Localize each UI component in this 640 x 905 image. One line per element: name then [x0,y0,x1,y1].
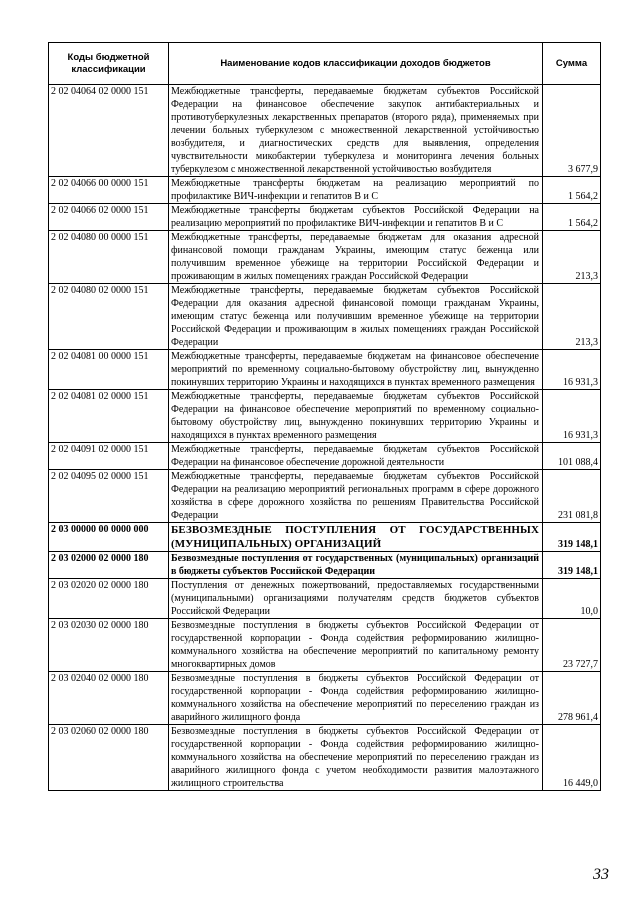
code-cell: 2 02 04064 02 0000 151 [49,85,169,177]
code-cell: 2 02 04080 00 0000 151 [49,231,169,284]
table-row [49,523,601,552]
name-cell: Межбюджетные трансферты, передаваемые бюджетам субъектов Российской Федерации на финансовое обеспечение мероприятий по временному социально-бытовому обустройству лиц, вынужденно покинувших территорию Украины и находящихся в пунктах временного размещения [169,390,543,443]
name-cell: Межбюджетные трансферты, передаваемые бюджетам субъектов Российской Федерации на финансовое обеспечение закупок антибактериальных и противотуберкулезных лекарственных препаратов (второго ряда), применяемых при лечении больных туберкулезом с множественной лекарственной устойчивостью возбудителя, и диагностических средств для выявления, определения чувствительности микобактерии туберкулеза и мониторинга лечения больных туберкулезом с множественной лекарственной устойчивостью возбудителя [169,85,543,177]
sum-cell: 10,0 [543,579,601,619]
name-cell: Межбюджетные трансферты бюджетам на реализацию мероприятий по профилактике ВИЧ-инфекции и гепатитов В и С [169,177,543,204]
name-cell: Безвозмездные поступления в бюджеты субъектов Российской Федерации от государственной корпорации - Фонда содействия реформированию жилищно-коммунального хозяйства на обеспечение мероприятий по капитальному ремонту многоквартирных домов [169,619,543,672]
code-cell: 2 03 02030 02 0000 180 [49,619,169,672]
sum-cell: 23 727,7 [543,619,601,672]
sum-cell: 213,3 [543,284,601,350]
sum-cell: 16 449,0 [543,725,601,791]
sum-cell: 319 148,1 [543,523,601,552]
code-cell: 2 03 02020 02 0000 180 [49,579,169,619]
name-cell: Безвозмездные поступления в бюджеты субъектов Российской Федерации от государственной корпорации - Фонда содействия реформированию жилищно-коммунального хозяйства на обеспечение мероприятий по переселению граждан из аварийного жилищного фонда [169,672,543,725]
table-row [49,443,601,470]
sum-cell: 1 564,2 [543,177,601,204]
name-cell: Межбюджетные трансферты бюджетам субъектов Российской Федерации на реализацию мероприятий по профилактике ВИЧ-инфекции и гепатитов В и С [169,204,543,231]
header-name: Наименование кодов классификации доходов бюджетов [169,43,543,85]
table-row [49,619,601,672]
code-cell: 2 02 04081 00 0000 151 [49,350,169,390]
sum-cell: 319 148,1 [543,552,601,579]
table-row [49,579,601,619]
name-cell: Межбюджетные трансферты, передаваемые бюджетам для оказания адресной финансовой помощи гражданам Украины, имеющим статус беженца или получившим временное убежище на территории Российской Федерации и проживающим в жилых помещениях граждан Российской Федерации [169,231,543,284]
header-sum: Сумма [543,43,601,85]
name-cell: Безвозмездные поступления в бюджеты субъектов Российской Федерации от государственной корпорации - Фонда содействия реформированию жилищно-коммунального хозяйства на обеспечение мероприятий по переселению граждан из аварийного жилищного фонда с учетом необходимости развития малоэтажного жилищного строительства [169,725,543,791]
code-cell: 2 02 04080 02 0000 151 [49,284,169,350]
sum-cell: 1 564,2 [543,204,601,231]
code-cell: 2 03 02060 02 0000 180 [49,725,169,791]
table-row [49,672,601,725]
sum-cell: 278 961,4 [543,672,601,725]
sum-cell: 16 931,3 [543,390,601,443]
budget-income-table [48,42,601,791]
header-code: Коды бюджетной классификации [49,43,169,85]
document [48,42,600,791]
code-cell: 2 03 02000 02 0000 180 [49,552,169,579]
code-cell: 2 03 00000 00 0000 000 [49,523,169,552]
table-row [49,470,601,523]
name-cell: Межбюджетные трансферты, передаваемые бюджетам субъектов Российской Федерации на финансовое обеспечение дорожной деятельности [169,443,543,470]
table-row [49,725,601,791]
table-row [49,231,601,284]
table-row [49,85,601,177]
table-header-row [49,43,601,85]
name-cell: Поступления от денежных пожертвований, предоставляемых государственными (муниципальными) организациями получателям средств бюджетов субъектов Российской Федерации [169,579,543,619]
name-cell: Безвозмездные поступления от государственных (муниципальных) организаций в бюджеты субъектов Российской Федерации [169,552,543,579]
table-row [49,390,601,443]
table-row [49,552,601,579]
name-cell: Межбюджетные трансферты, передаваемые бюджетам субъектов Российской Федерации на реализацию мероприятий региональных программ в сфере дорожного хозяйства в сфере дорожного хозяйства по решениям Правительства Российской Федерации [169,470,543,523]
sum-cell: 101 088,4 [543,443,601,470]
code-cell: 2 02 04066 00 0000 151 [49,177,169,204]
page-number: 33 [593,866,609,883]
table-row [49,284,601,350]
name-cell: Межбюджетные трансферты, передаваемые бюджетам на финансовое обеспечение мероприятий по временному социально-бытовому обустройству лиц, вынужденно покинувших территорию Украины и находящихся в пунктах временного размещения [169,350,543,390]
sum-cell: 231 081,8 [543,470,601,523]
code-cell: 2 02 04066 02 0000 151 [49,204,169,231]
table-row [49,350,601,390]
code-cell: 2 02 04081 02 0000 151 [49,390,169,443]
name-cell: БЕЗВОЗМЕЗДНЫЕ ПОСТУПЛЕНИЯ ОТ ГОСУДАРСТВЕННЫХ (МУНИЦИПАЛЬНЫХ) ОРГАНИЗАЦИЙ [169,523,543,552]
code-cell: 2 03 02040 02 0000 180 [49,672,169,725]
table-row [49,204,601,231]
code-cell: 2 02 04091 02 0000 151 [49,443,169,470]
name-cell: Межбюджетные трансферты, передаваемые бюджетам субъектов Российской Федерации для оказания адресной финансовой помощи гражданам Украины, имеющим статус беженца или получившим временное убежище на территории Российской Федерации и проживающим в жилых помещениях граждан Российской Федерации [169,284,543,350]
table-row [49,177,601,204]
code-cell: 2 02 04095 02 0000 151 [49,470,169,523]
sum-cell: 16 931,3 [543,350,601,390]
sum-cell: 213,3 [543,231,601,284]
sum-cell: 3 677,9 [543,85,601,177]
